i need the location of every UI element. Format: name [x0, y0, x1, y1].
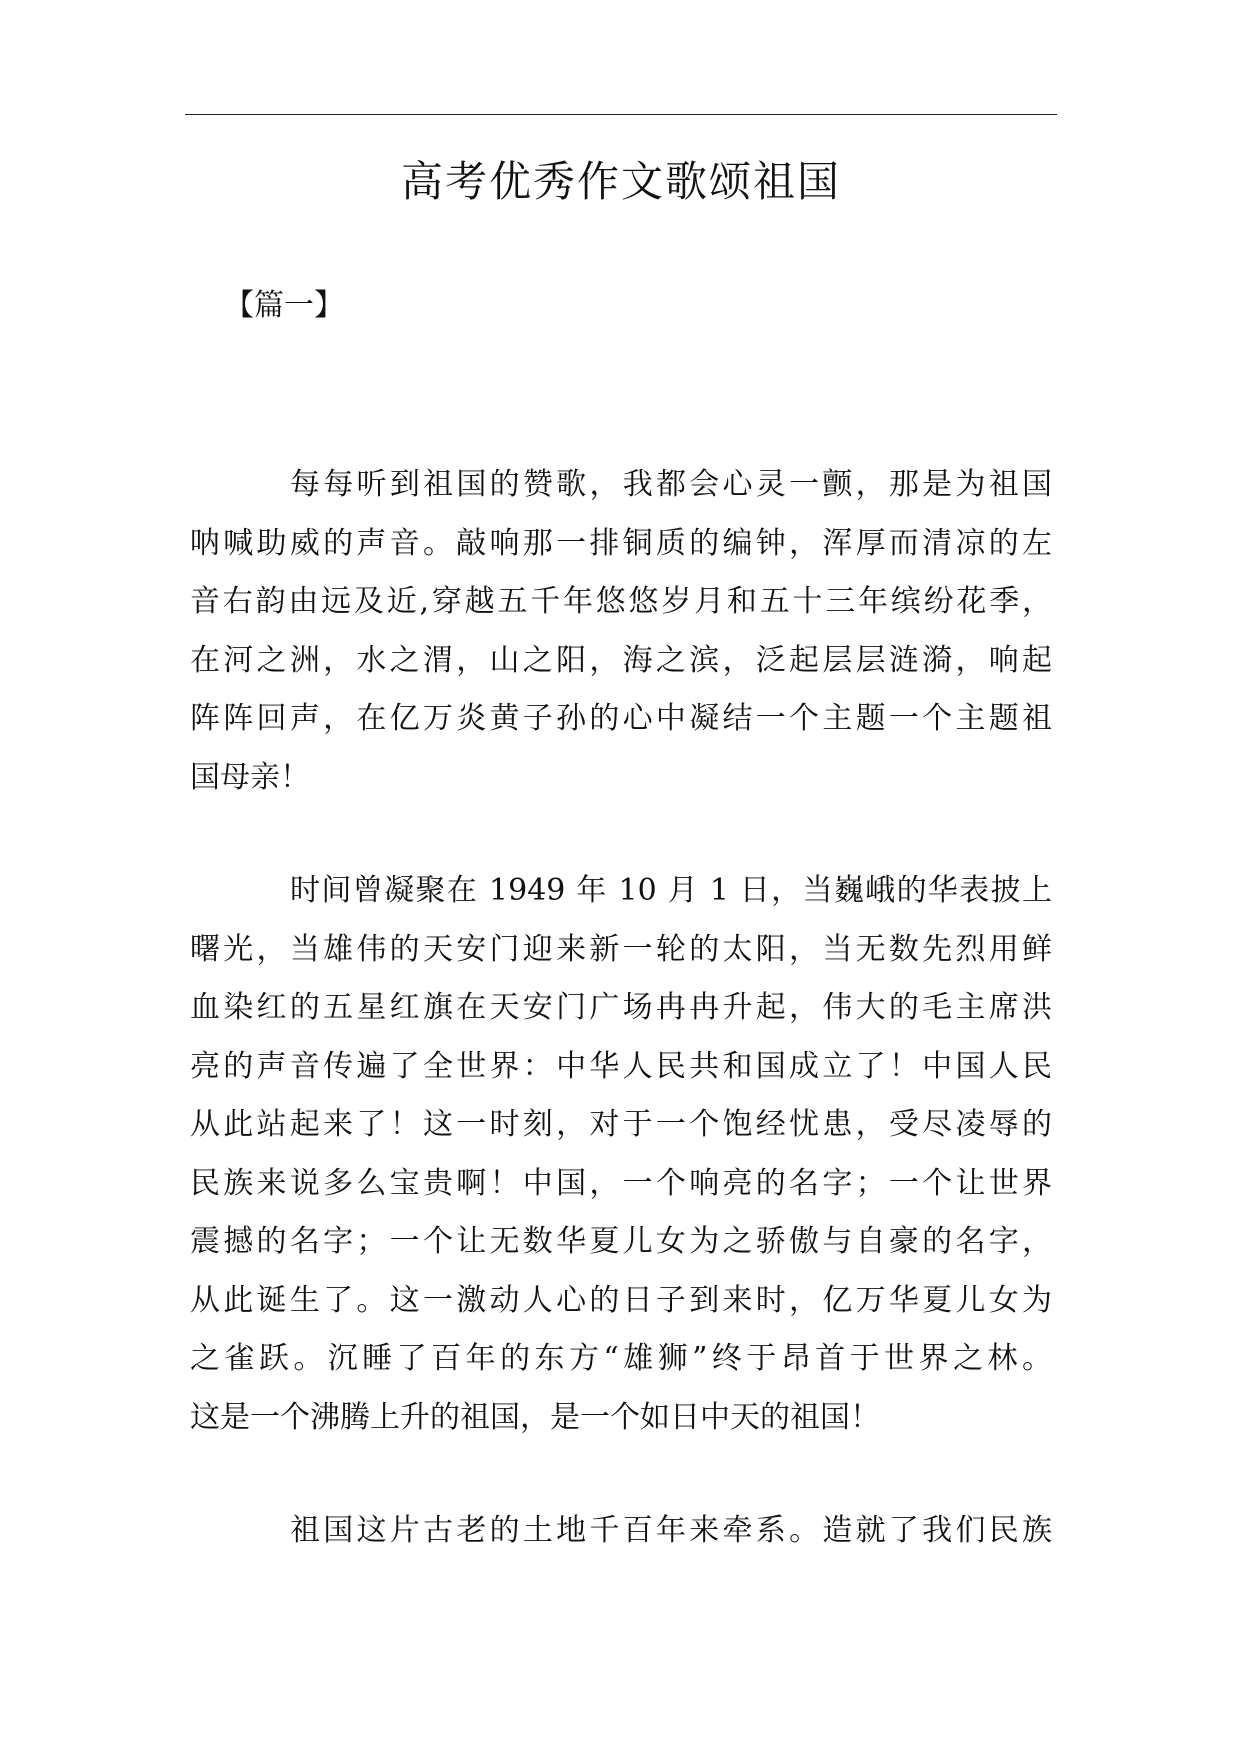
text-line: 亮的声音传遍了全世界：中华人民共和国成立了！中国人民	[190, 1048, 1052, 1084]
section-label: 【篇一】	[224, 288, 344, 323]
text-line: 音右韵由远及近,穿越五千年悠悠岁月和五十三年缤纷花季，	[190, 584, 1052, 619]
text-line: 国母亲！	[190, 759, 310, 795]
paragraph-3	[190, 1502, 1052, 1561]
paragraph-1	[190, 456, 1052, 807]
paragraph-2	[190, 862, 1052, 1447]
text-line: 血染红的五星红旗在天安门广场冉冉升起，伟大的毛主席洪	[190, 990, 1052, 1025]
text-line: 从此诞生了。这一激动人心的日子到来时，亿万华夏儿女为	[190, 1282, 1052, 1318]
text-line: 这是一个沸腾上升的祖国，是一个如日中天的祖国！	[190, 1399, 880, 1435]
text-line: 祖国这片古老的土地千百年来牵系。造就了我们民族	[290, 1513, 1052, 1548]
text-line: 之雀跃。沉睡了百年的东方“雄狮”终于昂首于世界之林。	[190, 1341, 1052, 1376]
text-line: 民族来说多么宝贵啊！中国，一个响亮的名字；一个让世界	[190, 1165, 1052, 1201]
header-divider	[185, 114, 1057, 115]
text-line: 呐喊助威的声音。敲响那一排铜质的编钟，浑厚而清凉的左	[190, 525, 1052, 561]
text-line: 从此站起来了！这一时刻，对于一个饱经忧患，受尽凌辱的	[190, 1107, 1052, 1142]
text-line: 震撼的名字；一个让无数华夏儿女为之骄傲与自豪的名字，	[190, 1224, 1052, 1259]
text-line: 每每听到祖国的赞歌，我都会心灵一颤，那是为祖国	[290, 467, 1052, 502]
document-title: 高考优秀作文歌颂祖国	[400, 157, 841, 206]
text-line: 时间曾凝聚在 1949 年 10 月 1 日，当巍峨的华表披上	[290, 873, 1052, 908]
text-line: 在河之洲，水之渭，山之阳，海之滨，泛起层层涟漪，响起	[190, 642, 1052, 678]
text-line: 阵阵回声，在亿万炎黄子孙的心中凝结一个主题一个主题祖	[190, 701, 1052, 736]
text-line: 曙光，当雄伟的天安门迎来新一轮的太阳，当无数先烈用鲜	[190, 931, 1052, 967]
